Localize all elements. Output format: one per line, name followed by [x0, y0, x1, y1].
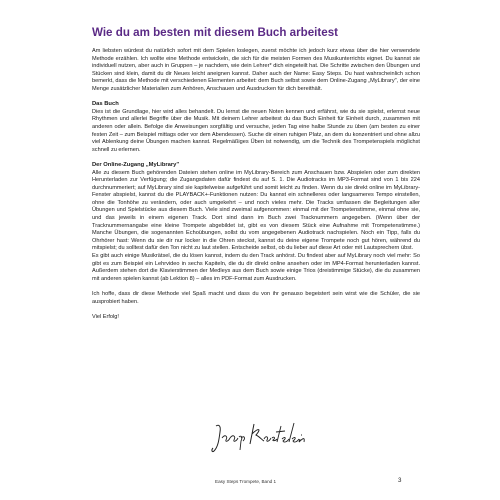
footer-book-title: Easy Steps Trompete, Band 1 [215, 479, 277, 484]
section-text-book: Dies ist die Grundlage, hier wird alles behandelt. Du lernst die neuen Noten kennen und erfährst, wie du sie spielst, erlernst neue Rhythmen und allerlei Begriffe über die Musik. Mit deinem Lehrer arbeitest du das Buch Einheit für Einheit durch, zusammen mit anderen oder allein. Befolge die Anweisungen sorgfältig und versuche, jeden Tag eine halbe Stunde zu üben (am besten zu einer festen Zeit – zum Beispiel mittags oder vor dem Abendessen). Suche dir einen ruhigen Platz, an dem du konzentriert und ohne allzu viel Ablenkung deine Übungen machen kannst. Regelmäßiges Üben ist notwendig, um die Technik des Trompetenspiels möglichst schnell zu erlernen. [92, 108, 420, 153]
section-text-mylibrary: Alle zu diesem Buch gehörenden Dateien stehen online im MyLibrary-Bereich zum Anschauen bzw. Abspielen oder zum direkten Herunterladen zur Verfügung; die Zugangsdaten dafür findest du auf S. 1. Die Audiotracks im MP3-Format sind von 1 bis 224 durchnummeriert; auf MyLibrary sind sie kapitelweise aufgeführt und somit leicht zu finden. Wenn du sie direkt online im MyLibrary-Fenster abspielst, kannst du die PLAYBACK+-Funktionen nutzen: Du kannst ein schnelleres oder langsameres Tempo einstellen, ohne die Tonhöhe zu verändern, oder auch umgekehrt – und noch vieles mehr. Die Tracks umfassen die Begleitungen aller Übungen und Spielstücke aus diesem Buch. Viele sind zweimal aufgenommen: einmal mit der Trompetenstimme, einmal ohne sie, und das jeweils in einem eigenen Track. Dort sind dann im Buch zwei Tracknummern angegeben. (Wenn über der Tracknummernangabe eine kleine Trompete abgebildet ist, gibt es von diesem Stück eine Aufnahme mit Trompetenstimme.) Manche Übungen, die sogenannten Echoübungen, sollst du vom angegebenen Audiotrack nachspielen. Noch ein Tipp, falls du Ohrhörer hast: Wenn du sie dir nur locker in die Ohren steckst, kannst du deine eigene Trompete noch gut hören, während du mitspielst; du solltest dafür den Ton nicht zu laut stellen. Entscheide selbst, ob du lieber auf diese Art oder mit Lautsprechern übst. [92, 169, 420, 252]
body-text [92, 48, 420, 329]
section-heading-mylibrary: Der Online-Zugang „MyLibrary" [92, 161, 180, 168]
page-title: Wie du am besten mit diesem Buch arbeitest [92, 26, 339, 39]
closing-paragraph: Ich hoffe, dass dir diese Methode viel Spaß macht und dass du von ihr genauso begeistert sein wirst wie die Schüler, die sie ausprobiert haben. [92, 291, 420, 305]
page-number: 3 [398, 477, 402, 484]
section-text-mylibrary-2: Es gibt auch einige Musikrätsel, die du lösen kannst, indem du den Track anhörst. Du findest aber auf MyLibrary noch viel mehr: So gibt es zum Beispiel ein Lehrvideo in sechs Kapiteln, die du dir direkt online ansehen oder im MP4-Format herunterladen kannst. Außerdem stehen dort die Klavierstimmen der Medleys aus dem Buch sowie einige Trios (dreistimmige Stücke), die du zusammen mit anderen spielen kannst (ab Lektion 8) – alles im PDF-Format zum Ausdrucken. [92, 253, 420, 282]
signature-image [210, 420, 320, 456]
intro-paragraph: Am liebsten würdest du natürlich sofort mit dem Spielen loslegen, zuerst möchte ich jedoch kurz etwas über die hier verwendete Methode erzählen. Ich wollte eine Methode entwickeln, die sich für die meisten Formen des Musikunterrichts eignet. Du kannst sie individuell nutzen, aber auch in Gruppen – je nachdem, wie dein Lehrer* dich eingeteilt hat. Die Schritte zwischen den Übungen und Stücken sind klein, damit du dir Neues leicht aneignen kannst. Daher auch der Name: Easy Steps. Du hast wahrscheinlich schon bemerkt, dass die Methode mit verschiedenen Elementen arbeitet: dem Buch selbst sowie dem Online-Zugang „MyLibrary", der eine Menge zusätzlicher Materialien zum Anhören, Anschauen und Ausdrucken für dich bereithält. [92, 48, 420, 92]
farewell-text: Viel Erfolg! [92, 313, 119, 320]
section-heading-book: Das Buch [92, 101, 119, 108]
